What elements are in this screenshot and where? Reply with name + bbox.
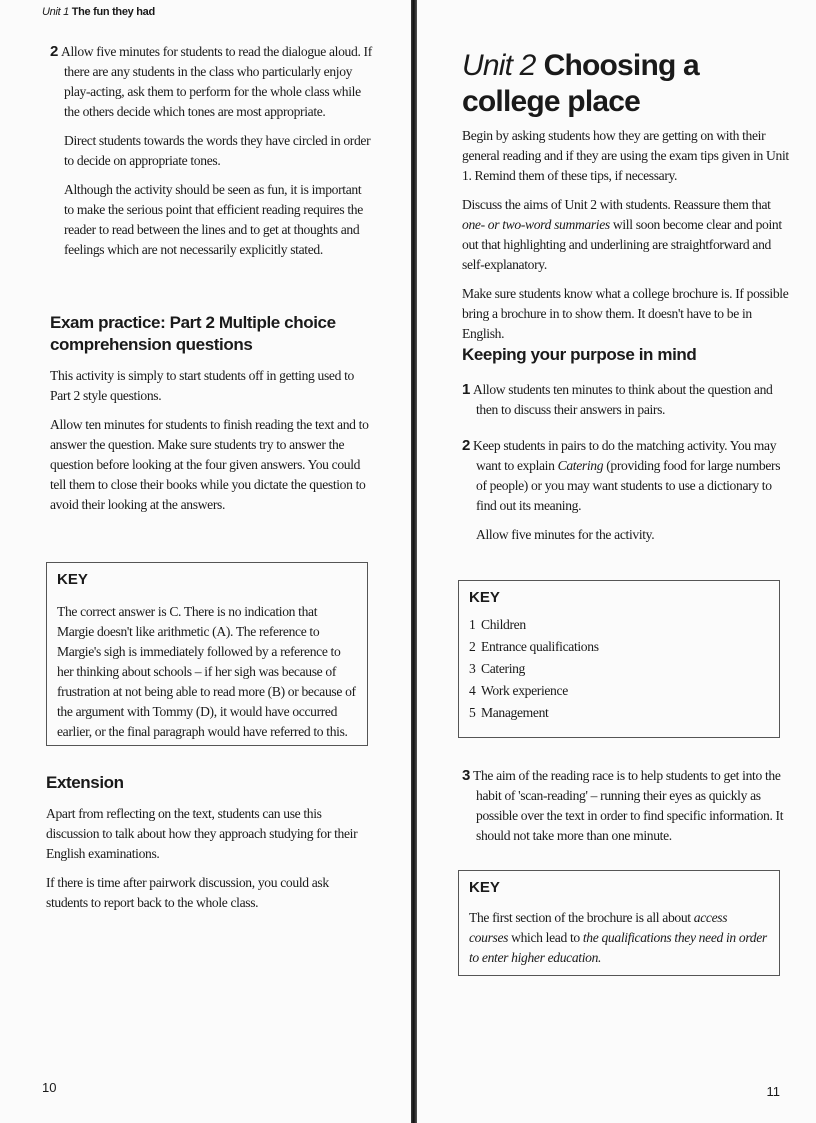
- key-text: The correct answer is C. There is no indication that Margie doesn't like arithmetic (A). The reference to Margie's sigh is immediately followed by a reference to her thinking about schools – if her sigh was because of frustration at not being able to read more (B) or because of the argument with Tommy (D), it would have occurred earlier, or the final paragraph would have referred to this.: [57, 604, 356, 739]
- extension-heading: Extension: [46, 773, 124, 792]
- reading-race-item: 3 The aim of the reading race is to help students to get into the habit of 'scan-reading' – running their eyes as quickly as possible over the text in order to find specific information. It should not take more than one minute.: [462, 767, 784, 843]
- extension-paragraph-2: If there is time after pairwork discussion, you could ask students to report back to the whole class.: [46, 875, 329, 910]
- exam-practice-paragraph-1: This activity is simply to start students off in getting used to Part 2 style questions.: [50, 368, 354, 403]
- intro-paragraph-1: Begin by asking students how they are getting on with their general reading and if they are using the exam tips given in Unit 1. Remind them of these tips, if necessary.: [462, 128, 789, 183]
- activity-2-section: [50, 42, 372, 269]
- unit-title: [462, 48, 792, 120]
- activity-2-paragraph-2: Direct students towards the words they have circled in order to decide on appropriate tones.: [64, 133, 371, 168]
- intro-section: [462, 126, 792, 353]
- extension-paragraph-1: Apart from reflecting on the text, students can use this discussion to talk about how they approach studying for their English examinations.: [46, 806, 358, 861]
- key-title-1: KEY: [469, 589, 500, 606]
- key-box-2: [458, 870, 780, 976]
- purpose-item-1: 1 Allow students ten minutes to think about the question and then to discuss their answers in pairs.: [462, 381, 773, 417]
- key-list-item: 3 Catering: [469, 661, 526, 676]
- intro-paragraph-2: Discuss the aims of Unit 2 with students. Reassure them that one- or two-word summaries will soon become clear and point out that highlighting and underlining are straightforward and self-explanatory.: [462, 197, 782, 272]
- purpose-heading: Keeping your purpose in mind: [462, 345, 697, 364]
- purpose-item-2-followup: Allow five minutes for the activity.: [476, 527, 655, 542]
- exam-practice-paragraph-2: Allow ten minutes for students to finish reading the text and to answer the question. Make sure students try to answer the question before looking at the four given answers. You could tell them to close their books while you dictate the question to avoid their looking at the answers.: [50, 417, 369, 512]
- unit-title-text: Choosing a college place: [462, 49, 699, 118]
- key-box: [46, 562, 368, 746]
- key-text-2: The first section of the brochure is all about access courses which lead to the qualifications they need in order to enter higher education.: [469, 910, 767, 965]
- key-list: [469, 614, 769, 724]
- extension-section: [46, 772, 372, 922]
- key-box-1: [458, 580, 780, 738]
- activity-number: 2: [50, 43, 58, 60]
- key-list-item: 2 Entrance qualifications: [469, 639, 599, 654]
- key-title: KEY: [57, 571, 88, 588]
- key-list-item: 4 Work experience: [469, 683, 568, 698]
- exam-practice-section: [50, 312, 372, 524]
- key-title-2: KEY: [469, 879, 500, 896]
- purpose-section: [462, 344, 792, 554]
- unit-title-block: [462, 48, 792, 120]
- key-list-item: 1 Children: [469, 617, 526, 632]
- running-head-title: The fun they had: [71, 6, 155, 18]
- exam-practice-heading: Exam practice: Part 2 Multiple choice comprehension questions: [50, 313, 336, 354]
- purpose-item-2: 2 Keep students in pairs to do the matching activity. You may want to explain Catering (providing food for large numbers of people) or you may want students to use a dictionary to find out its meaning.: [462, 437, 781, 513]
- key-list-item: 5 Management: [469, 705, 549, 720]
- right-page: [418, 0, 816, 1123]
- intro-paragraph-3: Make sure students know what a college brochure is. If possible bring a brochure in to show them. It doesn't have to be in English.: [462, 286, 789, 341]
- page-number-left: 10: [42, 1080, 57, 1095]
- running-head-unit: Unit 1: [42, 6, 69, 18]
- page-number-right: 11: [766, 1084, 780, 1099]
- activity-2-paragraph: 2 Allow five minutes for students to read the dialogue aloud. If there are any students in the class who particularly enjoy play-acting, ask them to perform for the whole class while the others decide which tones are most appropriate.: [50, 43, 372, 119]
- running-head: [42, 6, 155, 18]
- activity-2-paragraph-3: Although the activity should be seen as fun, it is important to make the serious point that efficient reading requires the reader to read between the lines and to get at thoughts and feelings which are not necessarily explicitly stated.: [64, 182, 363, 257]
- unit-number: Unit 2: [462, 49, 536, 82]
- reading-race-section: [462, 766, 792, 855]
